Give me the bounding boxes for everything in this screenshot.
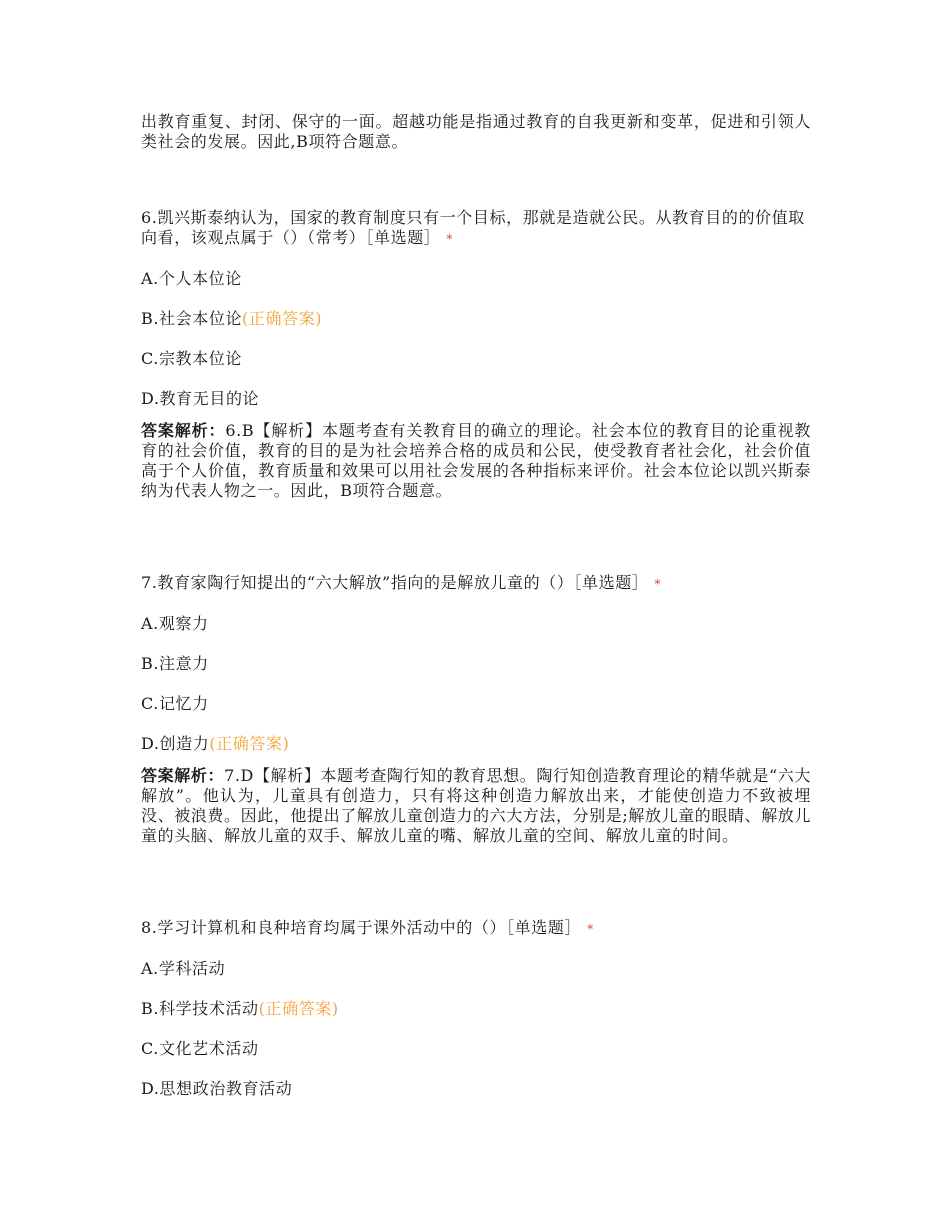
option-d[interactable]: D.创造力(正确答案) <box>141 734 290 753</box>
analysis-label: 答案解析： <box>141 421 226 440</box>
option-d[interactable]: D.教育无目的论 <box>141 389 260 408</box>
required-asterisk: * <box>587 922 594 936</box>
question-title: 6.凯兴斯泰纳认为，国家的教育制度只有一个目标，那就是造就公民。从教育目的的价值取向看，该观点属于（）（常考）［单选题］ * <box>141 208 805 247</box>
option-c[interactable]: C.宗教本位论 <box>141 349 242 368</box>
question-title: 8.学习计算机和良种培育均属于课外活动中的（）［单选题］ * <box>141 918 594 937</box>
analysis-label: 答案解析： <box>141 766 225 785</box>
answer-analysis: 答案解析：6.B【解析】本题考查有关教育目的确立的理论。社会本位的教育目的论重视教育的社会价值，教育的目的是为社会培养合格的成员和公民，使受教育者社会化，社会价值高于个人价值，教育质量和效果可以用社会发展的各种指标来评价。社会本位论以凯兴斯泰纳为代表人物之一。因此，B项符合题意。 <box>141 421 811 500</box>
required-asterisk: * <box>446 232 454 246</box>
option-d[interactable]: D.思想政治教育活动 <box>141 1079 293 1098</box>
intro-paragraph: 出教育重复、封闭、保守的一面。超越功能是指通过教育的自我更新和变革，促进和引领人类社会的发展。因此,B项符合题意。 <box>141 112 811 151</box>
answer-analysis: 答案解析：7.D【解析】本题考查陶行知的教育思想。陶行知创造教育理论的精华就是“六大解放”。他认为，儿童具有创造力，只有将这种创造力解放出来，才能使创造力不致被埋没、被浪费。因此，他提出了解放儿童创造力的六大方法，分别是;解放儿童的眼睛、解放儿童的头脑、解放儿童的双手、解放儿童的嘴、解放儿童的空间、解放儿童的时间。 <box>141 766 811 845</box>
option-b[interactable]: B.社会本位论(正确答案) <box>141 309 323 328</box>
correct-answer-tag: (正确答案) <box>258 999 339 1018</box>
option-a[interactable]: A.学科活动 <box>141 959 226 978</box>
question-7 <box>141 573 811 846</box>
document-page <box>141 112 811 1099</box>
required-asterisk: * <box>654 577 662 591</box>
correct-answer-tag: (正确答案) <box>209 734 290 753</box>
option-c[interactable]: C.文化艺术活动 <box>141 1039 259 1058</box>
option-a[interactable]: A.个人本位论 <box>141 269 242 288</box>
option-b[interactable]: B.注意力 <box>141 654 209 673</box>
option-b[interactable]: B.科学技术活动(正确答案) <box>141 999 339 1018</box>
option-c[interactable]: C.记忆力 <box>141 694 209 713</box>
question-6 <box>141 208 811 501</box>
question-title: 7.教育家陶行知提出的“六大解放”指向的是解放儿童的（）［单选题］ * <box>141 573 662 592</box>
option-a[interactable]: A.观察力 <box>141 614 209 633</box>
question-8 <box>141 918 811 1099</box>
correct-answer-tag: (正确答案) <box>242 309 323 328</box>
